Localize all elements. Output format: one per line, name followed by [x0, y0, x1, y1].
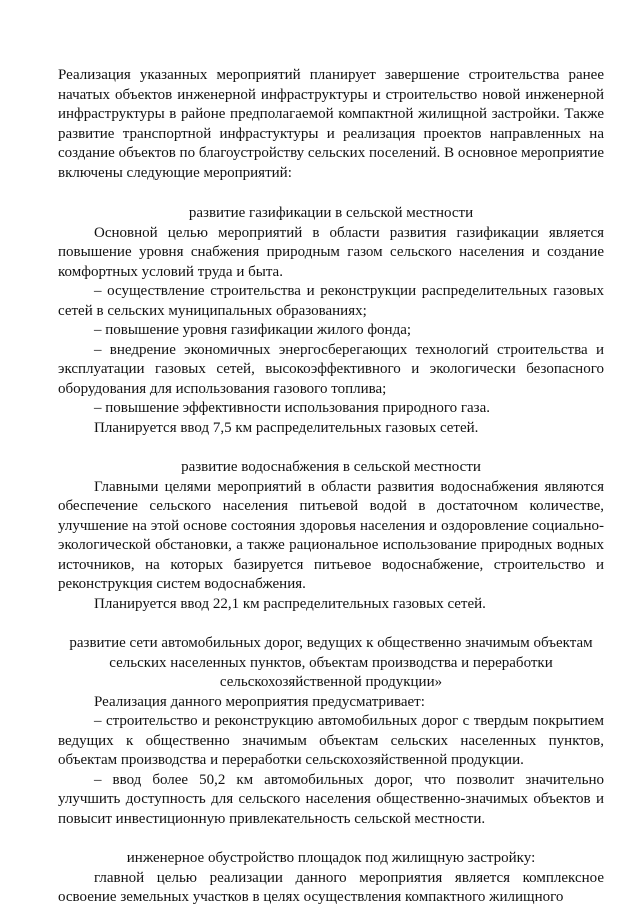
gas-bullet-efficiency: – повышение эффективности использования природного газа. — [94, 400, 490, 416]
roads-intro-paragraph: Реализация данного мероприятия предусматривает: — [94, 693, 425, 710]
water-section-heading: развитие водоснабжения в сельской местности — [181, 459, 481, 475]
gas-goal-paragraph: Основной целью мероприятий в области развития газификации является повышение уровня снабжения природным газом сельского населения и создание комфортных условий труда и быта. — [58, 224, 604, 280]
roads-heading-line-2: сельских населенных пунктов, объектам производства и переработки — [109, 654, 553, 671]
gas-plan-text: Планируется ввод 7,5 км распределительных газовых сетей. — [94, 419, 479, 436]
document-page — [58, 66, 604, 908]
roads-bullet-commissioning: – ввод более 50,2 км автомобильных дорог, что позволит значительно улучшить доступность для сельского населения общественно-значимых объектов и повысит инвестиционную привлекательность сельской местности. — [58, 771, 604, 827]
roads-heading-line-1: развитие сети автомобильных дорог, ведущих к общественно значимым объектам — [69, 635, 593, 651]
roads-bullet-construction: – строительство и реконструкцию автомобильных дорог с твердым покрытием ведущих к общественно значимым объектам сельских населенных пунктов, объектам производства и переработки сельскохозяйственной продукции. — [58, 713, 604, 768]
water-plan-text: Планируется ввод 22,1 км распределительных газовых сетей. — [94, 595, 486, 612]
gas-bullet-housing-level: – повышение уровня газификации жилого фонда; — [94, 322, 412, 338]
water-goal-paragraph: Главными целями мероприятий в области развития водоснабжения являются обеспечение сельского населения питьевой водой в достаточном количестве, улучшение на этой основе состояния здоровья населения и оздоровление социально-экологической обстановки, а также рациональное использование природных водных источников, на которых базируется питьевое водоснабжение, строительство и реконструкция систем водоснабжения. — [58, 478, 604, 592]
intro-paragraph: Реализация указанных мероприятий планирует завершение строительства ранее начатых объектов инженерной инфраструктуры и строительство новой инженерной инфраструктуры в районе предполагаемой компактной жилищной застройки. Также развитие транспортной инфрастуктуры и реализация проектов направленных на создание объектов по благоустройству сельских поселений. В основное мероприятие включены следующие мероприятий: — [58, 67, 604, 181]
roads-heading-line-3: сельскохозяйственной продукции» — [219, 674, 443, 690]
gas-bullet-technologies: – внедрение экономичных энергосберегающих технологий строительства и эксплуатации газовых сетей, высокоэффективного и экологически безопасного оборудования для использования газового топлива; — [58, 341, 604, 397]
housing-section-heading: инженерное обустройство площадок под жилищную застройку: — [126, 850, 536, 866]
gas-section-heading: развитие газификации в сельской местности — [188, 205, 474, 221]
gas-bullet-networks: – осуществление строительства и реконструкции распределительных газовых сетей в сельских муниципальных образованиях; — [58, 283, 604, 319]
housing-goal-paragraph: главной целью реализации данного мероприятия является комплексное освоение земельных участков в целях осуществления компактного жилищного — [58, 869, 604, 905]
